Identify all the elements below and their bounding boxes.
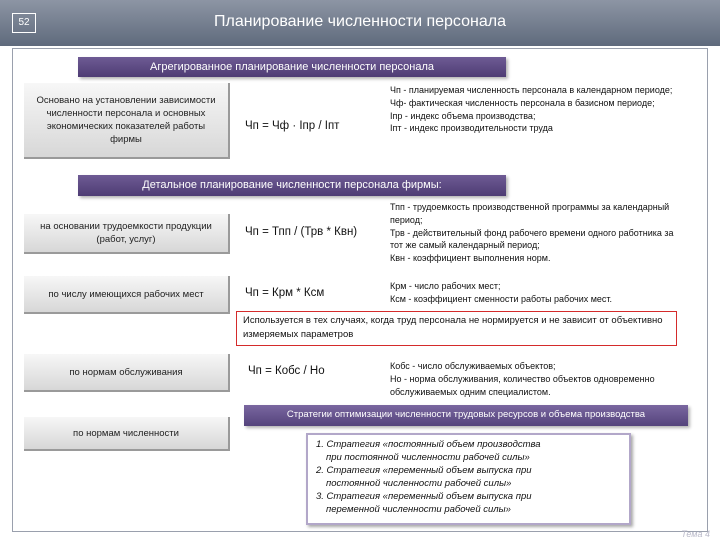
legend-line: Трв - действительный фонд рабочего времени одного работника за тот же самый календарный период; <box>390 227 674 251</box>
method-label: по нормам обслуживания <box>69 366 183 378</box>
method-label: по числу имеющихся рабочих мест <box>48 288 204 300</box>
legend-line: Iпр - индекс объема производства; <box>390 110 536 121</box>
aggregated-basis-text: Основано на установлении зависимости численности персонала и основных экономических показателей работы фирмы <box>36 95 216 145</box>
method-workplaces <box>24 276 230 314</box>
method-labor-formula: Чп = Тпп / (Трв * Квн) <box>245 226 358 238</box>
legend-line: Ксм - коэффициент сменности работы рабочих мест. <box>390 293 613 304</box>
method-label: по нормам численности <box>73 427 179 439</box>
method-label: на основании трудоемкости продукции (работ, услуг) <box>40 221 212 245</box>
legend-line: Кобс - число обслуживаемых объектов; <box>390 361 556 371</box>
legend-line: Но - норма обслуживания, количество объектов одновременно обслуживаемых одним специалистом. <box>390 373 655 397</box>
method-service-norms <box>24 354 230 392</box>
method-service-formula: Чп = Кобс / Но <box>248 365 325 377</box>
legend-line: Чп - планируемая численность персонала в календарном периоде; <box>390 85 673 95</box>
strategy-line: постоянной численности рабочей силы» <box>326 478 512 489</box>
aggregated-band: Агрегированное планирование численности персонала <box>78 57 506 77</box>
topic-label: Тема 4 <box>681 529 710 539</box>
method-workplaces-formula: Чп = Крм * Ксм <box>245 287 325 299</box>
legend-line: Чф- фактическая численность персонала в базисном периоде; <box>390 97 655 108</box>
aggregated-formula: Чп = Чф · Iпр / Iпт <box>245 120 340 132</box>
method-labor-intensity <box>24 214 230 254</box>
slide-number: 52 <box>12 13 36 33</box>
strategy-line: переменной численности рабочей силы» <box>326 504 511 515</box>
nonstandard-labor-note: Используется в тех случаях, когда труд персонала не нормируется и не зависит от объективно измеряемых параметров <box>236 311 677 346</box>
detailed-band: Детальное планирование численности персонала фирмы: <box>78 175 506 196</box>
legend-line: Тпп - трудоемкость производственной программы за календарный период; <box>390 202 670 225</box>
strategies-list <box>306 433 631 525</box>
method-service-legend <box>390 360 680 398</box>
strategy-line: 1. Стратегия «постоянный объем производства <box>316 439 541 450</box>
page-title: Планирование численности персонала <box>214 13 506 30</box>
legend-line: Крм - число рабочих мест; <box>390 281 501 291</box>
strategy-line: 2. Стратегия «переменный объем выпуска при <box>316 465 532 476</box>
aggregated-legend <box>390 84 705 135</box>
method-labor-legend <box>390 201 680 265</box>
legend-line: Iпт - индекс производительности труда <box>390 123 553 134</box>
legend-line: Квн - коэффициент выполнения норм. <box>390 253 551 264</box>
method-headcount-norms <box>24 417 230 451</box>
aggregated-basis-box <box>24 83 230 159</box>
strategy-line: при постоянной численности рабочей силы» <box>326 452 530 463</box>
strategies-band: Стратегии оптимизации численности трудовых ресурсов и объема производства <box>244 405 688 426</box>
method-workplaces-legend <box>390 280 680 306</box>
strategy-line: 3. Стратегия «переменный объем выпуска при <box>316 491 532 502</box>
